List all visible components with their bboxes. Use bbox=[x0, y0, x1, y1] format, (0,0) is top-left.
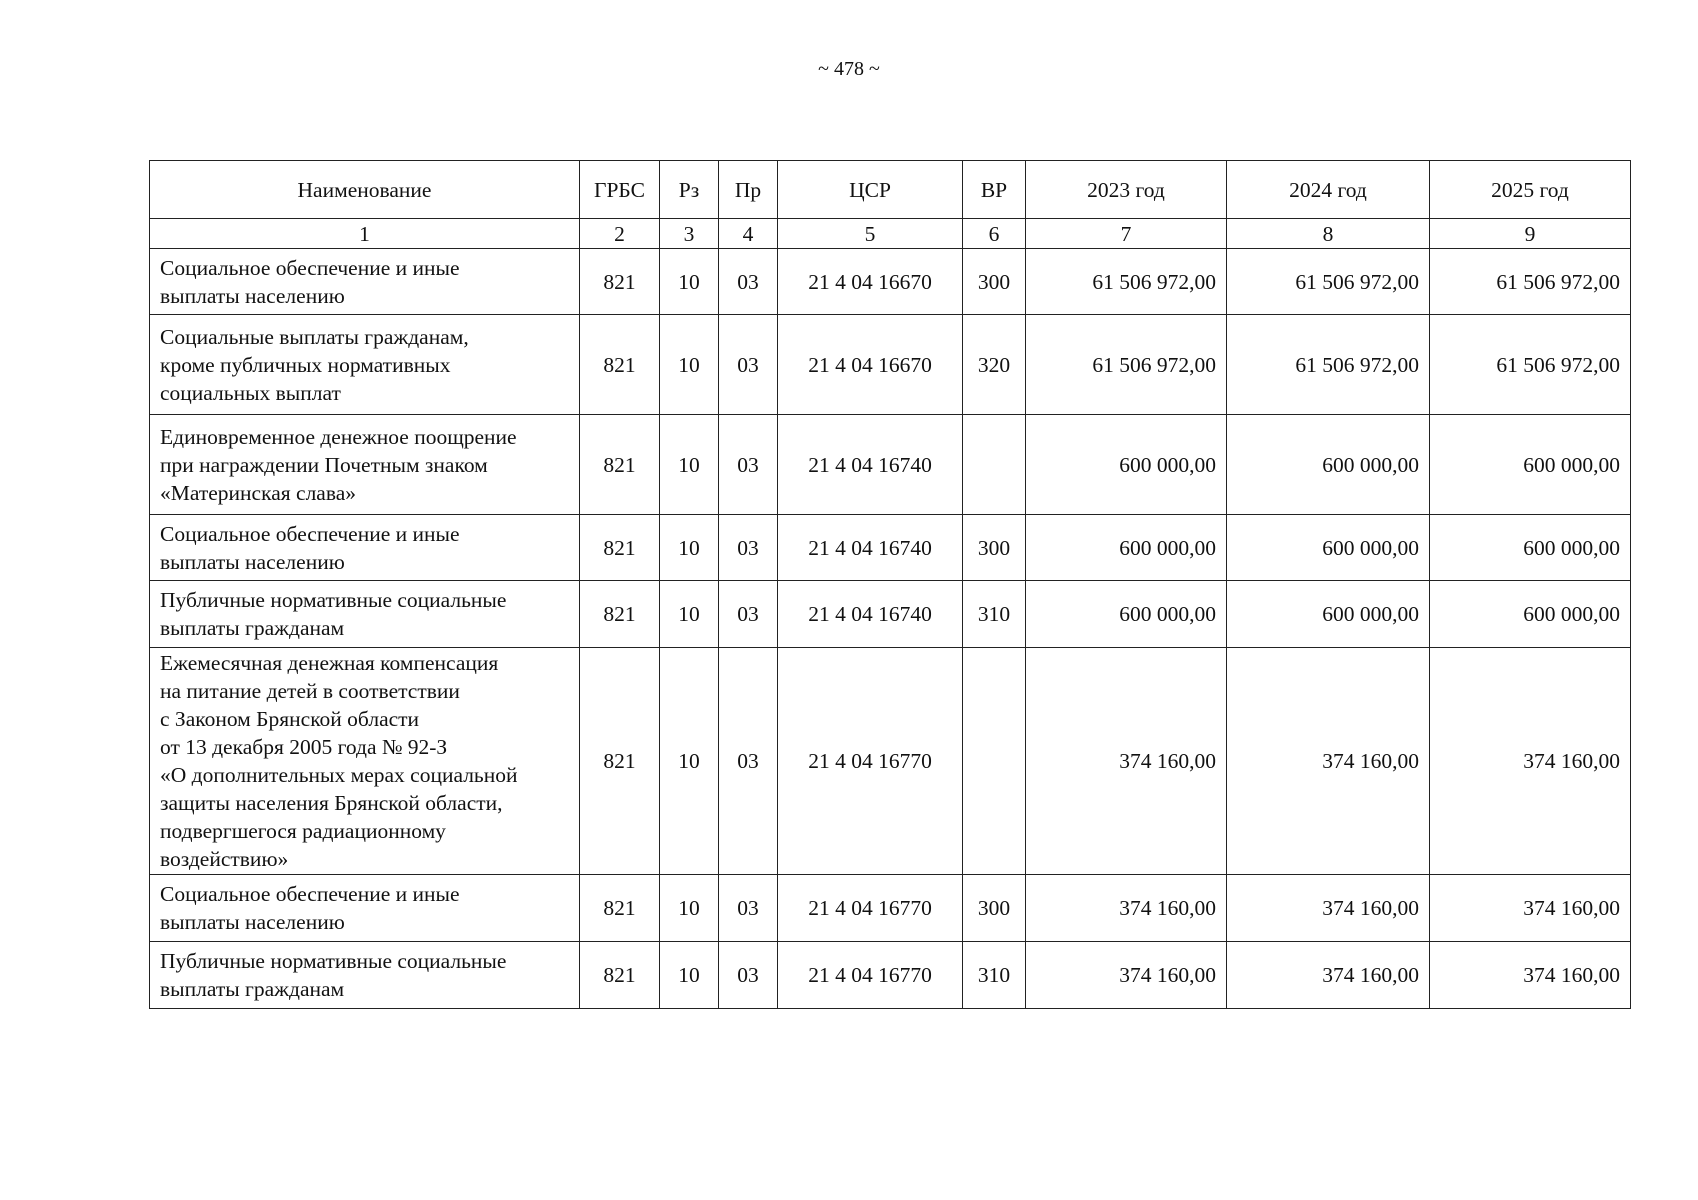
header-pr: Пр bbox=[719, 161, 778, 219]
row-rz: 10 bbox=[660, 648, 719, 875]
row-name: Социальное обеспечение и иные выплаты населению bbox=[150, 249, 580, 315]
row-rz: 10 bbox=[660, 515, 719, 581]
row-csr: 21 4 04 16740 bbox=[778, 581, 963, 648]
row-vr: 310 bbox=[963, 942, 1026, 1009]
row-amount-2023: 374 160,00 bbox=[1026, 942, 1227, 1009]
row-amount-2024: 600 000,00 bbox=[1227, 581, 1430, 648]
column-number: 9 bbox=[1430, 219, 1631, 249]
header-name: Наименование bbox=[150, 161, 580, 219]
row-amount-2023: 61 506 972,00 bbox=[1026, 315, 1227, 415]
row-csr: 21 4 04 16740 bbox=[778, 515, 963, 581]
row-vr bbox=[963, 415, 1026, 515]
table-row bbox=[150, 315, 1631, 415]
row-amount-2025: 600 000,00 bbox=[1430, 415, 1631, 515]
row-rz: 10 bbox=[660, 415, 719, 515]
row-rz: 10 bbox=[660, 875, 719, 942]
row-grbs: 821 bbox=[580, 249, 660, 315]
row-grbs: 821 bbox=[580, 515, 660, 581]
row-amount-2024: 374 160,00 bbox=[1227, 942, 1430, 1009]
row-vr: 310 bbox=[963, 581, 1026, 648]
row-vr: 320 bbox=[963, 315, 1026, 415]
row-name: Ежемесячная денежная компенсация на питание детей в соответствии с Законом Брянской области от 13 декабря 2005 года № 92-З «О дополнительных мерах социальной защиты населения Брянской области, подвергшегося радиационному воздействию» bbox=[150, 648, 580, 875]
row-amount-2024: 600 000,00 bbox=[1227, 415, 1430, 515]
row-pr: 03 bbox=[719, 315, 778, 415]
row-grbs: 821 bbox=[580, 581, 660, 648]
table-row bbox=[150, 581, 1631, 648]
row-csr: 21 4 04 16740 bbox=[778, 415, 963, 515]
row-name: Социальные выплаты гражданам, кроме публичных нормативных социальных выплат bbox=[150, 315, 580, 415]
row-amount-2025: 61 506 972,00 bbox=[1430, 249, 1631, 315]
row-grbs: 821 bbox=[580, 315, 660, 415]
row-grbs: 821 bbox=[580, 875, 660, 942]
row-csr: 21 4 04 16770 bbox=[778, 648, 963, 875]
column-number-row bbox=[150, 219, 1631, 249]
row-amount-2023: 374 160,00 bbox=[1026, 875, 1227, 942]
column-number: 7 bbox=[1026, 219, 1227, 249]
header-csr: ЦСР bbox=[778, 161, 963, 219]
row-pr: 03 bbox=[719, 648, 778, 875]
row-csr: 21 4 04 16670 bbox=[778, 315, 963, 415]
row-name: Социальное обеспечение и иные выплаты населению bbox=[150, 875, 580, 942]
table-row bbox=[150, 515, 1631, 581]
row-amount-2023: 600 000,00 bbox=[1026, 415, 1227, 515]
row-pr: 03 bbox=[719, 875, 778, 942]
row-amount-2025: 374 160,00 bbox=[1430, 875, 1631, 942]
header-2023: 2023 год bbox=[1026, 161, 1227, 219]
row-grbs: 821 bbox=[580, 942, 660, 1009]
row-csr: 21 4 04 16670 bbox=[778, 249, 963, 315]
row-amount-2025: 374 160,00 bbox=[1430, 648, 1631, 875]
header-grbs: ГРБС bbox=[580, 161, 660, 219]
row-pr: 03 bbox=[719, 249, 778, 315]
column-number: 4 bbox=[719, 219, 778, 249]
row-amount-2023: 61 506 972,00 bbox=[1026, 249, 1227, 315]
header-vr: ВР bbox=[963, 161, 1026, 219]
row-rz: 10 bbox=[660, 581, 719, 648]
row-csr: 21 4 04 16770 bbox=[778, 942, 963, 1009]
table-header bbox=[150, 161, 1631, 249]
table-row bbox=[150, 249, 1631, 315]
table-row bbox=[150, 415, 1631, 515]
row-name: Социальное обеспечение и иные выплаты населению bbox=[150, 515, 580, 581]
header-rz: Рз bbox=[660, 161, 719, 219]
row-pr: 03 bbox=[719, 415, 778, 515]
row-pr: 03 bbox=[719, 515, 778, 581]
row-amount-2024: 61 506 972,00 bbox=[1227, 249, 1430, 315]
row-amount-2024: 61 506 972,00 bbox=[1227, 315, 1430, 415]
row-amount-2024: 374 160,00 bbox=[1227, 875, 1430, 942]
column-number: 5 bbox=[778, 219, 963, 249]
table-row bbox=[150, 875, 1631, 942]
row-pr: 03 bbox=[719, 581, 778, 648]
row-amount-2024: 374 160,00 bbox=[1227, 648, 1430, 875]
row-vr bbox=[963, 648, 1026, 875]
column-number: 3 bbox=[660, 219, 719, 249]
row-amount-2025: 600 000,00 bbox=[1430, 515, 1631, 581]
row-grbs: 821 bbox=[580, 415, 660, 515]
header-row bbox=[150, 161, 1631, 219]
table-row bbox=[150, 648, 1631, 875]
row-pr: 03 bbox=[719, 942, 778, 1009]
row-vr: 300 bbox=[963, 515, 1026, 581]
row-rz: 10 bbox=[660, 942, 719, 1009]
row-amount-2025: 61 506 972,00 bbox=[1430, 315, 1631, 415]
column-number: 6 bbox=[963, 219, 1026, 249]
row-amount-2024: 600 000,00 bbox=[1227, 515, 1430, 581]
page-number: ~ 478 ~ bbox=[818, 58, 880, 80]
row-name: Публичные нормативные социальные выплаты гражданам bbox=[150, 942, 580, 1009]
row-grbs: 821 bbox=[580, 648, 660, 875]
column-number: 1 bbox=[150, 219, 580, 249]
row-name: Единовременное денежное поощрение при награждении Почетным знаком «Материнская слава» bbox=[150, 415, 580, 515]
table-body bbox=[150, 249, 1631, 1009]
column-number: 8 bbox=[1227, 219, 1430, 249]
row-vr: 300 bbox=[963, 875, 1026, 942]
row-rz: 10 bbox=[660, 249, 719, 315]
column-number: 2 bbox=[580, 219, 660, 249]
row-amount-2023: 600 000,00 bbox=[1026, 515, 1227, 581]
row-csr: 21 4 04 16770 bbox=[778, 875, 963, 942]
header-2025: 2025 год bbox=[1430, 161, 1631, 219]
row-amount-2025: 600 000,00 bbox=[1430, 581, 1631, 648]
row-amount-2023: 374 160,00 bbox=[1026, 648, 1227, 875]
table-row bbox=[150, 942, 1631, 1009]
header-2024: 2024 год bbox=[1227, 161, 1430, 219]
row-amount-2023: 600 000,00 bbox=[1026, 581, 1227, 648]
budget-table bbox=[149, 160, 1631, 1009]
row-rz: 10 bbox=[660, 315, 719, 415]
row-name: Публичные нормативные социальные выплаты гражданам bbox=[150, 581, 580, 648]
row-amount-2025: 374 160,00 bbox=[1430, 942, 1631, 1009]
row-vr: 300 bbox=[963, 249, 1026, 315]
